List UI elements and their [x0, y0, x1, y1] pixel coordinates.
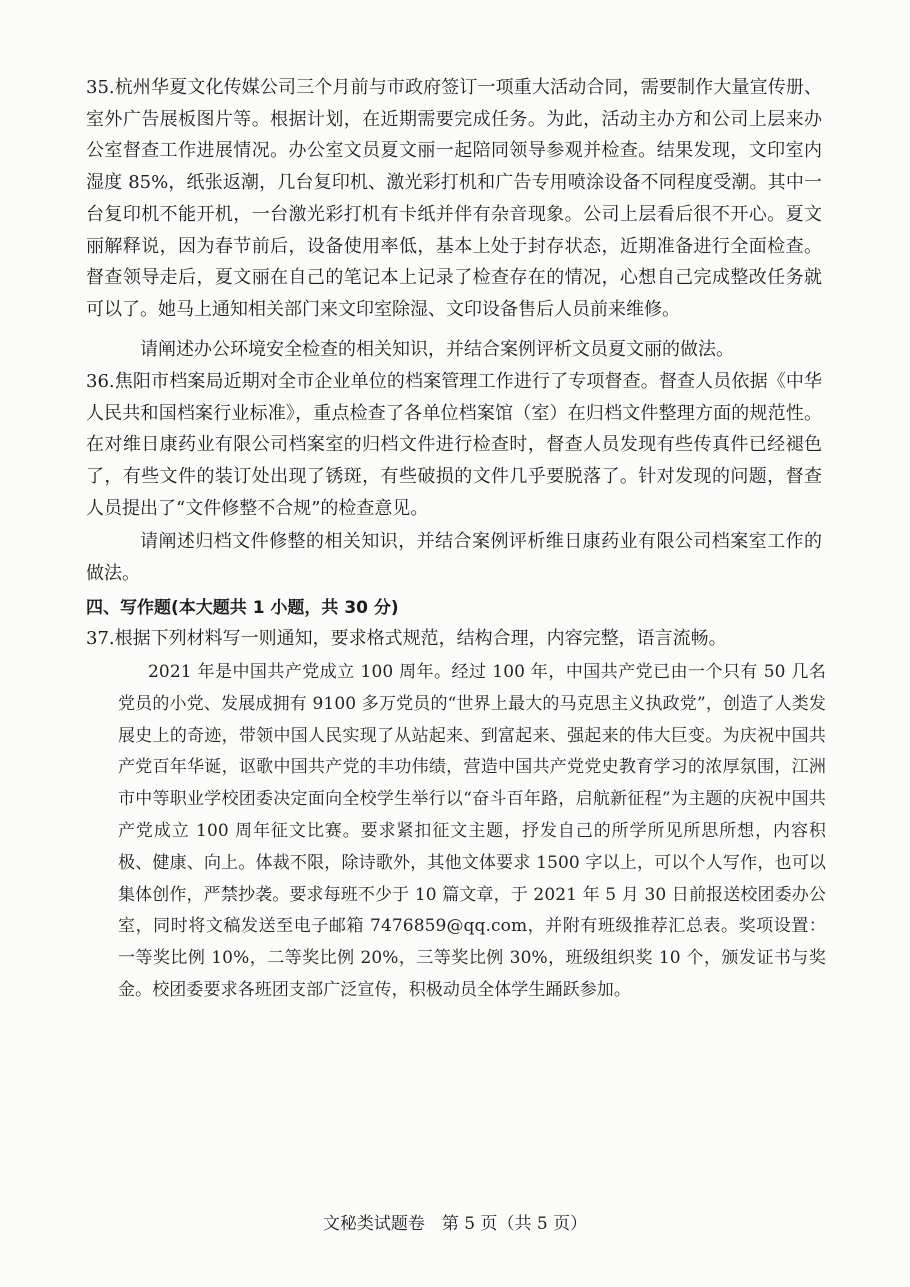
question-35-prompt: 请阐述办公环境安全检查的相关知识，并结合案例评析文员夏文丽的做法。: [140, 339, 734, 360]
question-37: [86, 623, 822, 655]
question-36-text: 焦阳市档案局近期对全市企业单位的档案管理工作进行了专项督查。督查人员依据《中华人民共和国档案行业标准》，重点检查了各单位档案馆（室）在归档文件整理方面的规范性。在对维日康药业有限公司档案室的归档文件进行检查时，督查人员发现有些传真件已经褪色了，有些文件的装订处出现了锈斑，有些破损的文件几乎要脱落了。针对发现的问题，督查人员提出了“文件修整不合规”的检查意见。: [86, 371, 822, 519]
question-37-number: 37.: [86, 628, 115, 649]
question-36: [86, 366, 822, 525]
question-37-text: 根据下列材料写一则通知，要求格式规范，结构合理，内容完整，语言流畅。: [114, 628, 727, 649]
question-36-prompt: 请阐述归档文件修整的相关知识，并结合案例评析维日康药业有限公司档案室工作的做法。: [86, 531, 822, 584]
question-35: [86, 72, 822, 326]
question-37-material: 2021 年是中国共产党成立 100 周年。经过 100 年，中国共产党已由一个只有 50 几名党员的小党、发展成拥有 9100 多万党员的“世界上最大的马克思主义执政党”，创造了人类发展史上的奇迹，带领中国人民实现了从站起来、到富起来、强起来的伟大巨变。为庆祝中国共产党百年华诞，讴歌中国共产党的丰功伟绩，营造中国共产党党史教育学习的浓厚氛围，江洲市中等职业学校团委决定面向全校学生举行以“奋斗百年路，启航新征程”为主题的庆祝中国共产党成立 100 周年征文比赛。要求紧扣征文主题，抒发自己的所学所见所思所想，内容积极、健康、向上。体裁不限，除诗歌外，其他文体要求 1500 字以上，可以个人写作，也可以集体创作，严禁抄袭。要求每班不少于 10 篇文章，于 2021 年 5 月 30 日前报送校团委办公室，同时将文稿发送至电子邮箱 7476859@qq.com，并附有班级推荐汇总表。奖项设置：一等奖比例 10%，二等奖比例 20%，三等奖比例 30%，班级组织奖 10 个，颁发证书与奖金。校团委要求各班团支部广泛宣传，积极动员全体学生踊跃参加。: [118, 662, 826, 1000]
question-35-number: 35.: [86, 77, 115, 98]
section-4-heading: 四、写作题(本大题共 1 小题，共 30 分): [86, 598, 399, 618]
question-36-number: 36.: [86, 371, 115, 392]
page-footer: 文秘类试题卷 第 5 页（共 5 页）: [322, 1214, 588, 1234]
question-35-text: 杭州华夏文化传媒公司三个月前与市政府签订一项重大活动合同，需要制作大量宣传册、室外广告展板图片等。根据计划，在近期需要完成任务。为此，活动主办方和公司上层来办公室督查工作进展情况。办公室文员夏文丽一起陪同领导参观并检查。结果发现，文印室内湿度 85%，纸张返潮，几台复印机、激光彩打机和广告专用喷涂设备不同程度受潮。其中一台复印机不能开机，一台激光彩打机有卡纸并伴有杂音现象。公司上层看后很不开心。夏文丽解释说，因为春节前后，设备使用率低，基本上处于封存状态，近期准备进行全面检查。督查领导走后，夏文丽在自己的笔记本上记录了检查存在的情况，心想自己完成整改任务就可以了。她马上通知相关部门来文印室除湿、文印设备售后人员前来维修。: [86, 77, 822, 320]
